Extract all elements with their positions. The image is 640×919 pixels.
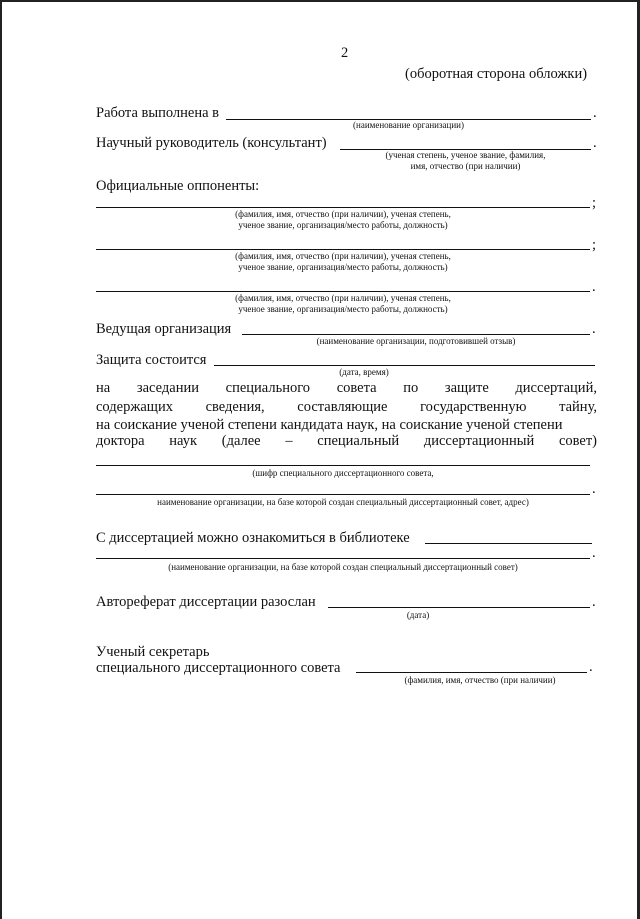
lead-org-line[interactable] [242, 334, 590, 335]
lead-org-label: Ведущая организация [96, 321, 232, 337]
defense-hint: (дата, время) [339, 367, 389, 377]
opponent-3-line[interactable] [96, 291, 590, 292]
defense-text-line2 [96, 400, 597, 415]
abstract-line[interactable] [328, 607, 590, 608]
supervisor-end: . [593, 135, 597, 151]
defense-word: по [403, 380, 419, 396]
secretary-end: . [589, 659, 593, 675]
defense-text-line4 [96, 434, 597, 449]
lead-org-hint: (наименование организации, подготовившей отзыв) [316, 336, 516, 346]
library-line-1[interactable] [425, 543, 592, 544]
supervisor-hint-line2: имя, отчество (при наличии) [410, 161, 521, 172]
defense-word: заседании [136, 380, 199, 396]
defense-word: специальный [317, 433, 400, 449]
defense-word: – [285, 433, 293, 449]
defense-word: тайну, [559, 399, 597, 415]
defense-word: составляющие [297, 399, 388, 415]
defense-word: (далее [221, 433, 261, 449]
opponent-3-end: . [592, 279, 596, 295]
defense-line3-text: на соискание ученой степени кандидата наук, на соискание ученой степени [96, 417, 563, 433]
defense-word: совет) [558, 433, 597, 449]
defense-word: сведения, [205, 399, 265, 415]
defense-word: защите [444, 380, 489, 396]
opponent-1-hint [96, 209, 590, 232]
page-number: 2 [341, 45, 349, 61]
opponent-2-end: ; [592, 237, 597, 253]
opponent-1-end: ; [592, 195, 597, 211]
secretary-line[interactable] [356, 672, 587, 673]
opponent-3-hint-line1: (фамилия, имя, отчество (при наличии), ученая степень, [235, 293, 451, 303]
cover-note: (оборотная сторона обложки) [405, 66, 588, 82]
opponent-2-hint [96, 251, 590, 274]
supervisor-label: Научный руководитель (консультант) [96, 135, 327, 151]
defense-text-line3 [96, 418, 597, 433]
opponent-2-line[interactable] [96, 249, 590, 250]
lead-org-end: . [592, 321, 596, 337]
council-org-hint: наименование организации, на базе которой создан специальный диссертационный совет, адрес) [157, 497, 529, 507]
work-done-hint: (наименование организации) [353, 120, 464, 130]
council-org-end: . [592, 481, 596, 497]
defense-word: доктора [96, 433, 145, 449]
scan-edge-top [0, 0, 640, 2]
defense-text-line1 [96, 381, 597, 396]
opponent-2-hint-line1: (фамилия, имя, отчество (при наличии), ученая степень, [235, 251, 451, 261]
opponent-1-hint-line2: ученое звание, организация/место работы, должность) [238, 220, 448, 231]
council-org-line[interactable] [96, 494, 590, 495]
council-code-hint: (шифр специального диссертационного совета, [252, 468, 434, 478]
defense-label: Защита состоится [96, 352, 207, 368]
defense-word: на [96, 380, 111, 396]
opponent-2-hint-line2: ученое звание, организация/место работы, должность) [238, 262, 448, 273]
secretary-hint: (фамилия, имя, отчество (при наличии) [404, 675, 556, 685]
library-hint: (наименование организации, на базе которой создан специальный диссертационный совет) [168, 562, 518, 572]
opponent-1-line[interactable] [96, 207, 590, 208]
library-line-2[interactable] [96, 558, 590, 559]
library-label: С диссертацией можно ознакомиться в библиотеке [96, 530, 410, 546]
defense-word: совета [336, 380, 377, 396]
defense-word: наук [169, 433, 198, 449]
council-code-line[interactable] [96, 465, 590, 466]
opponent-3-hint [96, 293, 590, 316]
defense-word: содержащих [96, 399, 173, 415]
library-end: . [592, 545, 596, 561]
opponent-1-hint-line1: (фамилия, имя, отчество (при наличии), ученая степень, [235, 209, 451, 219]
abstract-label: Автореферат диссертации разослан [96, 594, 316, 610]
abstract-end: . [592, 594, 596, 610]
supervisor-hint-line1: (ученая степень, ученое звание, фамилия, [385, 150, 546, 160]
opponents-label: Официальные оппоненты: [96, 178, 260, 194]
work-done-label: Работа выполнена в [96, 105, 220, 121]
defense-word: специального [225, 380, 311, 396]
abstract-hint: (дата) [406, 610, 430, 620]
secretary-label-line1: Ученый секретарь [96, 644, 210, 660]
defense-word: диссертационный [423, 433, 535, 449]
supervisor-hint [340, 150, 591, 173]
defense-word: диссертаций, [515, 380, 597, 396]
secretary-label-line2: специального диссертационного совета [96, 660, 341, 676]
scan-edge-left [0, 0, 2, 919]
opponent-3-hint-line2: ученое звание, организация/место работы, должность) [238, 304, 448, 315]
defense-line[interactable] [214, 365, 595, 366]
work-done-end: . [593, 105, 597, 121]
defense-word: государственную [420, 399, 527, 415]
